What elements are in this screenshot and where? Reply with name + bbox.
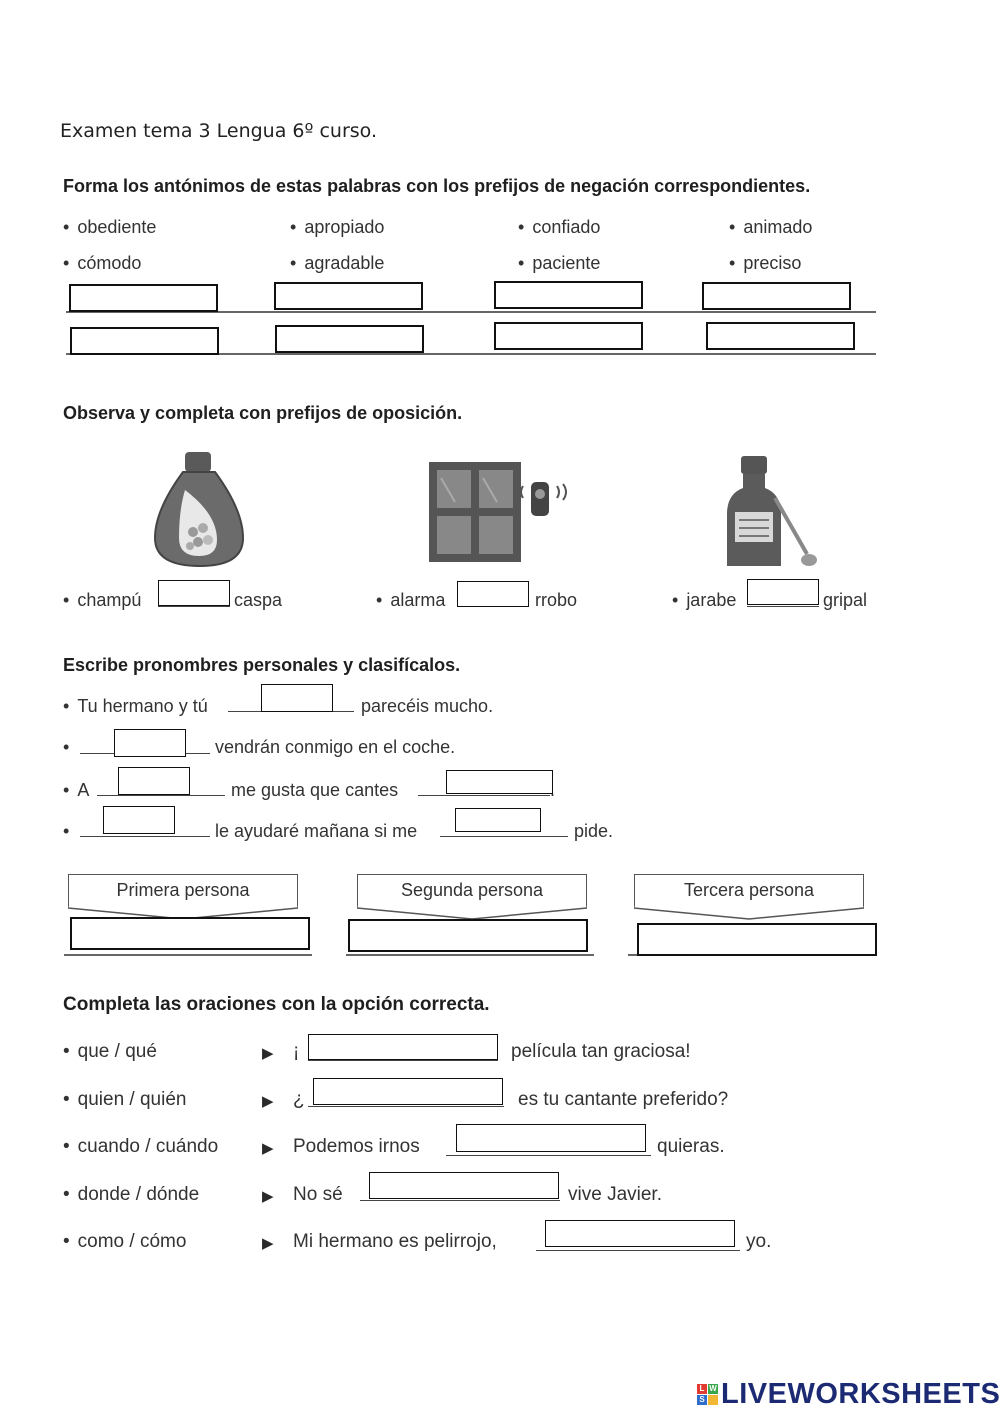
blank-line	[158, 606, 230, 607]
category-primera	[68, 874, 298, 918]
category-label: Segunda persona	[357, 874, 587, 906]
window-alarm-icon	[425, 458, 575, 568]
blank-line	[80, 836, 210, 837]
sentence-text: No sé	[293, 1184, 343, 1205]
section1-heading: Forma los antónimos de estas palabras con los prefijos de negación correspondientes.	[63, 176, 811, 196]
play-arrow-icon: ▶	[262, 1235, 274, 1252]
sentence-text: es tu cantante preferido?	[518, 1089, 729, 1110]
pronoun-input[interactable]	[261, 684, 333, 712]
logo-badge	[697, 1384, 718, 1405]
category-tercera	[634, 874, 864, 918]
prefix-input-champu[interactable]	[158, 580, 230, 606]
blank-line	[747, 606, 819, 607]
antonym-input[interactable]	[274, 282, 423, 310]
sentence-text: ¿	[293, 1089, 305, 1110]
section3-heading: Escribe pronombres personales y clasifícalos.	[63, 655, 461, 675]
blank-line	[97, 795, 225, 796]
answer-input[interactable]	[313, 1078, 503, 1105]
divider	[64, 954, 312, 956]
section2-heading: Observa y completa con prefijos de oposición.	[63, 403, 463, 423]
prefix-input-jarabe[interactable]	[747, 579, 819, 605]
sentence-text: vive Javier.	[568, 1184, 662, 1205]
prefix-word: • alarma	[376, 590, 445, 611]
antonym-input[interactable]	[69, 284, 218, 312]
blank-line	[418, 795, 550, 796]
sentence-text: pide.	[574, 821, 614, 841]
category-input-primera[interactable]	[70, 917, 310, 950]
option-pair: • quien / quién	[63, 1089, 186, 1111]
antonym-input[interactable]	[494, 322, 643, 350]
word-item: • agradable	[290, 253, 384, 274]
sentence-text: Mi hermano es pelirrojo,	[293, 1231, 497, 1252]
prefix-input-alarma[interactable]	[457, 581, 529, 607]
badge-letter: L	[697, 1384, 707, 1394]
sentence-text: • Tu hermano y tú	[63, 696, 208, 717]
category-label: Primera persona	[68, 874, 298, 906]
antonym-input[interactable]	[70, 327, 219, 355]
bullet	[63, 737, 77, 758]
sentence-text: • A	[63, 780, 89, 801]
option-pair: • cuando / cuándo	[63, 1136, 218, 1158]
sentence-text: yo.	[746, 1231, 772, 1252]
play-arrow-icon: ▶	[262, 1045, 274, 1062]
antonym-input[interactable]	[706, 322, 855, 350]
blank-line	[440, 836, 568, 837]
sentence-text: Podemos irnos	[293, 1136, 420, 1157]
prefix-word: caspa	[234, 590, 283, 610]
category-segunda	[357, 874, 587, 918]
blank-line	[536, 1250, 740, 1251]
pronoun-input[interactable]	[455, 808, 541, 832]
pronoun-input[interactable]	[446, 770, 553, 794]
callout-arrow	[357, 906, 587, 920]
divider	[346, 954, 594, 956]
badge-tile	[708, 1395, 718, 1405]
sentence-text: vendrán conmigo en el coche.	[215, 737, 456, 757]
option-pair: • donde / dónde	[63, 1184, 199, 1206]
category-label: Tercera persona	[634, 874, 864, 906]
word-item: • paciente	[518, 253, 600, 274]
sentence-text: le ayudaré mañana si me	[215, 821, 418, 841]
sentence-text: película tan graciosa!	[511, 1041, 691, 1062]
answer-input[interactable]	[545, 1220, 735, 1247]
sentence-text: ¡	[293, 1041, 300, 1062]
option-pair: • que / qué	[63, 1041, 157, 1063]
word-item: • preciso	[729, 253, 801, 274]
prefix-word: • champú	[63, 590, 141, 611]
sentence-text: quieras.	[657, 1136, 725, 1157]
sentence-text: .	[550, 780, 556, 800]
bullet	[63, 821, 77, 842]
play-arrow-icon: ▶	[262, 1093, 274, 1110]
callout-arrow	[634, 906, 864, 920]
section4-heading: Completa las oraciones con la opción correcta.	[63, 994, 490, 1015]
prefix-word: • jarabe	[672, 590, 736, 611]
word-item: • obediente	[63, 217, 156, 238]
category-input-tercera[interactable]	[637, 923, 877, 956]
pronoun-input[interactable]	[103, 806, 175, 834]
blank-line	[360, 1200, 560, 1201]
prefix-word: rrobo	[535, 590, 578, 610]
category-input-segunda[interactable]	[348, 919, 588, 952]
play-arrow-icon: ▶	[262, 1188, 274, 1205]
badge-letter: S	[697, 1395, 707, 1405]
word-item: • apropiado	[290, 217, 384, 238]
pronoun-input[interactable]	[118, 767, 190, 795]
word-item: • animado	[729, 217, 812, 238]
word-item: • cómodo	[63, 253, 141, 274]
antonym-input[interactable]	[494, 281, 643, 309]
answer-input[interactable]	[308, 1034, 498, 1060]
syrup-bottle-icon	[725, 454, 825, 572]
option-pair: • como / cómo	[63, 1231, 186, 1253]
liveworksheets-logo	[697, 1378, 1000, 1411]
shampoo-bottle-icon	[145, 450, 255, 570]
answer-input[interactable]	[456, 1124, 646, 1152]
blank-line	[308, 1060, 498, 1061]
word-item: • confiado	[518, 217, 600, 238]
pronoun-input[interactable]	[114, 729, 186, 757]
blank-line	[446, 1155, 651, 1156]
antonym-input[interactable]	[275, 325, 424, 353]
page-title: Examen tema 3 Lengua 6º curso.	[60, 120, 378, 142]
blank-line	[308, 1106, 504, 1107]
sentence-text: parecéis mucho.	[361, 696, 494, 716]
answer-input[interactable]	[369, 1172, 559, 1199]
badge-letter: W	[709, 1384, 717, 1393]
antonym-input[interactable]	[702, 282, 851, 310]
brand-name: LIVEWORKSHEETS	[721, 1378, 1000, 1410]
sentence-text: me gusta que cantes	[231, 780, 399, 800]
prefix-word: gripal	[823, 590, 868, 610]
play-arrow-icon: ▶	[262, 1140, 274, 1157]
